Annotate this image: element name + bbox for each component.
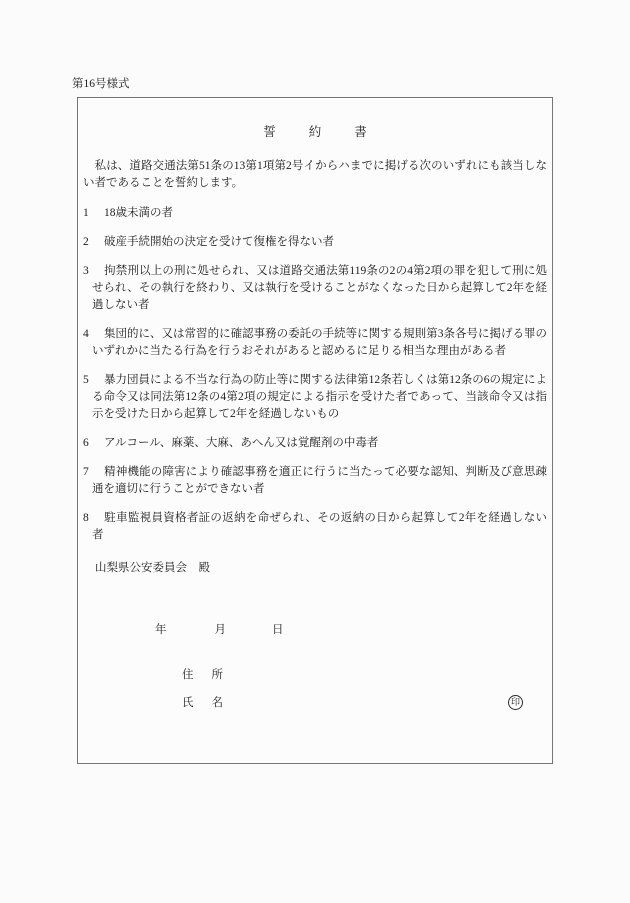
address-label: 住所 bbox=[182, 669, 241, 681]
item-number: 1 bbox=[83, 207, 89, 219]
form-number-label: 第16号様式 bbox=[72, 78, 130, 90]
condition-item-8 bbox=[83, 510, 547, 544]
item-number: 7 bbox=[83, 466, 89, 478]
oath-form-sheet bbox=[77, 97, 553, 764]
address-field-line bbox=[83, 667, 547, 684]
condition-list bbox=[83, 205, 547, 544]
name-field-line bbox=[83, 695, 547, 712]
item-text: 拘禁刑以上の刑に処せられ、又は道路交通法第119条の2の4第2項の罪を犯して刑に処せられ、その執行を終わり、又は執行を受けることがなくなった日から起算して2年を経過しない者 bbox=[92, 265, 547, 311]
condition-item-6 bbox=[83, 435, 547, 452]
item-number: 8 bbox=[83, 512, 89, 524]
item-number: 2 bbox=[83, 236, 89, 248]
item-text: アルコール、麻薬、大麻、あへん又は覚醒剤の中毒者 bbox=[104, 437, 379, 449]
year-label: 年 bbox=[155, 624, 167, 636]
item-number: 4 bbox=[83, 328, 89, 340]
item-text: 駐車監視員資格者証の返納を命ぜられ、その返納の日から起算して2年を経過しない者 bbox=[92, 512, 547, 541]
addressee-line: 山梨県公安委員会 殿 bbox=[95, 562, 210, 574]
item-text: 暴力団員による不当な行為の防止等に関する法律第12条若しくは第12条の6の規定による命令又は同法第12条の4第2項の規定による指示を受けた者であって、当該命令又は指示を受けた日から起算して2年を経過しないもの bbox=[92, 374, 547, 420]
item-text: 破産手続開始の決定を受けて復権を得ない者 bbox=[104, 236, 334, 248]
seal-mark: 印 bbox=[508, 695, 523, 710]
condition-item-5 bbox=[83, 372, 547, 423]
month-label: 月 bbox=[214, 624, 226, 636]
date-line bbox=[83, 622, 547, 639]
condition-item-2 bbox=[83, 234, 547, 251]
item-number: 3 bbox=[83, 265, 89, 277]
name-label: 氏名 bbox=[182, 697, 241, 709]
document-title: 誓約書 bbox=[263, 125, 400, 139]
condition-item-7 bbox=[83, 464, 547, 498]
item-text: 18歳未満の者 bbox=[104, 207, 173, 219]
condition-item-3 bbox=[83, 263, 547, 314]
item-text: 精神機能の障害により確認事務を適正に行うに当たって必要な認知、判断及び意思疎通を適切に行うことができない者 bbox=[92, 466, 547, 495]
condition-item-1 bbox=[83, 205, 547, 222]
day-label: 日 bbox=[272, 624, 284, 636]
oath-intro-paragraph: 私は、道路交通法第51条の13第1項第2号イからハまでに掲げる次のいずれにも該当しない者であることを誓約します。 bbox=[83, 160, 547, 189]
item-text: 集団的に、又は常習的に確認事務の委託の手続等に関する規則第3条各号に掲げる罪のいずれかに当たる行為を行うおそれがあると認めるに足りる相当な理由がある者 bbox=[92, 328, 547, 357]
item-number: 5 bbox=[83, 374, 89, 386]
item-number: 6 bbox=[83, 437, 89, 449]
condition-item-4 bbox=[83, 326, 547, 360]
